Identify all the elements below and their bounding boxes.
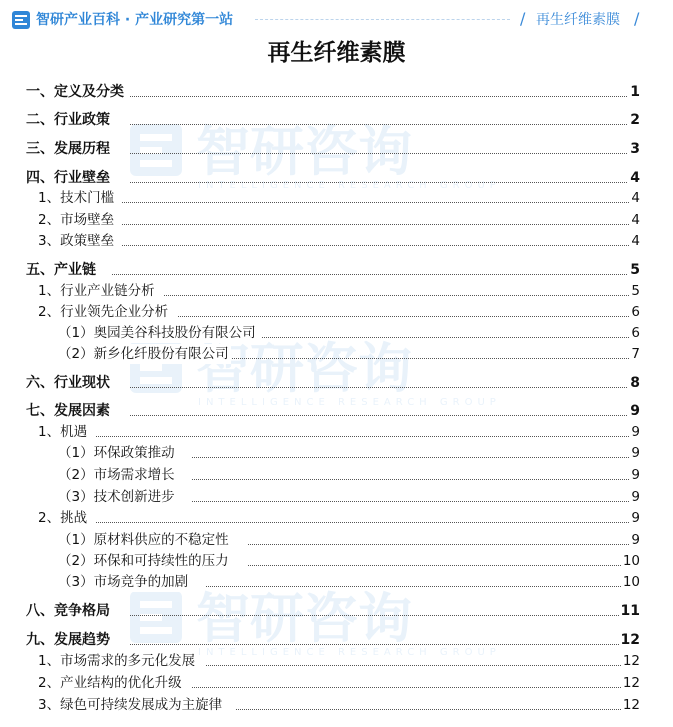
toc-entry-label: （1）原材料供应的不稳定性 [58,532,229,548]
toc-entry[interactable] [0,210,673,230]
toc-entry-label: 二、行业政策 [26,112,110,128]
watermark-brand: 智研咨询 [196,587,412,650]
toc-entry-label: （2）环保和可持续性的压力 [58,553,229,569]
toc-leader [262,337,633,338]
toc-entry-label: （2）新乡化纤股份有限公司 [58,346,229,362]
toc-entry-label: 3、绿色可持续发展成为主旋律 [38,697,223,713]
toc-entry-label: 八、竞争格局 [26,603,110,619]
toc-leader [96,436,633,437]
toc-leader [206,665,633,666]
toc-entry[interactable] [0,422,673,442]
toc-leader [96,522,633,523]
toc-leader [192,457,633,458]
toc-leader [164,295,633,296]
toc-entry-page: 7 [631,346,640,362]
toc-leader [130,415,633,416]
toc-leader [130,153,633,154]
toc-entry-page: 9 [631,489,640,505]
site-name[interactable]: 智研产业百科 · 产业研究第一站 [36,12,234,28]
toc-entry-page: 9 [631,467,640,483]
toc-leader [232,358,633,359]
toc-leader [192,479,633,480]
toc-entry-page: 11 [620,603,640,619]
toc-leader [192,687,633,688]
toc-entry[interactable] [0,281,673,301]
toc-leader [248,565,633,566]
toc-leader [178,316,633,317]
toc-entry-page: 4 [631,212,640,228]
toc-entry-page: 12 [622,697,640,713]
toc-entry-label: 2、产业结构的优化升级 [38,675,182,691]
toc-leader [122,224,633,225]
toc-leader [236,709,633,710]
toc-entry-page: 9 [630,403,640,419]
toc-entry[interactable] [0,82,673,102]
toc-entry-label: 2、行业领先企业分析 [38,304,169,320]
toc-entry[interactable] [0,260,673,280]
toc-entry-label: 六、行业现状 [26,375,110,391]
toc-entry[interactable] [0,530,673,550]
toc-entry-label: 3、政策壁垒 [38,233,115,249]
toc-entry-page: 2 [630,112,640,128]
toc-entry[interactable] [0,601,673,621]
toc-entry-label: 七、发展因素 [26,403,110,419]
watermark-tagline: INTELLIGENCE RESEARCH GROUP [198,647,501,658]
toc-entry[interactable] [0,551,673,571]
toc-entry-label: 四、行业壁垒 [26,170,110,186]
toc-leader [206,586,633,587]
toc-entry-label: 三、发展历程 [26,141,110,157]
toc-entry[interactable] [0,673,673,693]
toc-entry[interactable] [0,651,673,671]
toc-entry-page: 6 [631,304,640,320]
toc-entry[interactable] [0,323,673,343]
toc-entry-page: 12 [620,632,640,648]
toc-entry-label: 1、市场需求的多元化发展 [38,653,196,669]
toc-entry[interactable] [0,572,673,592]
toc-entry[interactable] [0,487,673,507]
toc-entry-page: 9 [631,510,640,526]
toc-leader [130,124,633,125]
toc-leader [122,202,633,203]
toc-leader [130,644,633,645]
toc-leader [248,544,633,545]
toc-entry-label: 1、技术门槛 [38,190,115,206]
toc-entry-label: （2）市场需求增长 [58,467,175,483]
toc-entry-page: 6 [631,325,640,341]
toc-entry[interactable] [0,302,673,322]
watermark-tagline: INTELLIGENCE RESEARCH GROUP [198,180,501,191]
toc-entry-label: 2、挑战 [38,510,88,526]
toc-entry[interactable] [0,168,673,188]
toc-entry[interactable] [0,401,673,421]
toc-entry-label: （3）技术创新进步 [58,489,175,505]
toc-entry[interactable] [0,373,673,393]
toc-entry-page: 5 [630,262,640,278]
toc-entry-page: 12 [622,675,640,691]
toc-entry-label: 1、机遇 [38,424,88,440]
toc-entry[interactable] [0,188,673,208]
toc-entry[interactable] [0,344,673,364]
toc-entry-label: 2、市场壁垒 [38,212,115,228]
toc-entry-label: （1）环保政策推动 [58,445,175,461]
toc-entry[interactable] [0,231,673,251]
toc-entry[interactable] [0,139,673,159]
toc-leader [130,182,633,183]
toc-entry-label: （1）奥园美谷科技股份有限公司 [58,325,256,341]
toc-entry[interactable] [0,695,673,715]
toc-entry-page: 5 [631,283,640,299]
toc-entry-page: 12 [622,653,640,669]
breadcrumb-separator: / [634,9,640,28]
watermark-brand: 智研咨询 [196,120,412,183]
toc-entry-label: （3）市场竞争的加剧 [58,574,189,590]
toc-entry[interactable] [0,443,673,463]
toc-entry-page: 4 [631,190,640,206]
toc-entry-page: 8 [630,375,640,391]
breadcrumb-separator: / [520,9,526,28]
toc-leader [130,615,633,616]
toc-entry[interactable] [0,465,673,485]
toc-entry-page: 10 [622,574,640,590]
toc-entry-label: 五、产业链 [26,262,96,278]
toc-entry-page: 1 [630,84,640,100]
toc-entry-page: 9 [631,445,640,461]
toc-leader [122,245,633,246]
toc-entry-label: 一、定义及分类 [26,84,124,100]
breadcrumb-current[interactable]: 再生纤维素膜 [536,12,620,28]
toc-leader [130,387,633,388]
toc-entry[interactable] [0,110,673,130]
toc-entry[interactable] [0,630,673,650]
toc-entry-page: 9 [631,532,640,548]
toc-entry-label: 九、发展趋势 [26,632,110,648]
toc-entry-page: 4 [630,170,640,186]
watermark-brand: 智研咨询 [196,337,412,400]
toc-entry-page: 4 [631,233,640,249]
toc-entry-page: 10 [622,553,640,569]
watermark-tagline: INTELLIGENCE RESEARCH GROUP [198,397,501,408]
toc-leader [192,501,633,502]
document-title: 再生纤维素膜 [267,39,406,66]
toc-entry[interactable] [0,508,673,528]
toc-leader [112,274,633,275]
toc-leader [130,96,633,97]
toc-entry-label: 1、行业产业链分析 [38,283,155,299]
toc-entry-page: 3 [630,141,640,157]
toc-entry-page: 9 [631,424,640,440]
